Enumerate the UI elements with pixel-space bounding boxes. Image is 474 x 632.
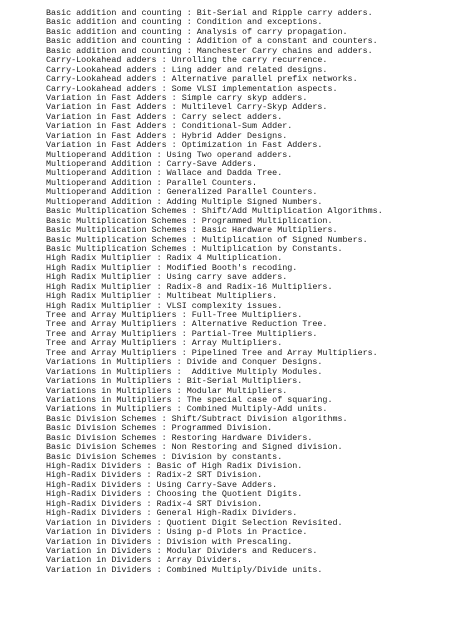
- text-line: Tree and Array Multipliers : Array Multipliers.: [46, 338, 283, 349]
- text-line: Variation in Dividers : Using p-d Plots in Practice.: [46, 527, 308, 538]
- text-line: Variation in Dividers : Quotient Digit Selection Revisited.: [46, 517, 343, 528]
- text-line: Tree and Array Multipliers : Pipelined Tree and Array Multipliers.: [46, 347, 378, 358]
- text-line: Carry-Lookahead adders : Some VLSI implementation aspects.: [46, 83, 338, 94]
- text-line: Multioperand Addition : Using Two operand adders.: [46, 149, 293, 160]
- text-line: Variation in Dividers : Modular Dividers and Reducers.: [46, 545, 318, 556]
- text-line: Basic Multiplication Schemes : Shift/Add Multiplication Algorithms.: [46, 206, 383, 217]
- text-line: Tree and Array Multipliers : Full-Tree Multipliers.: [46, 310, 303, 320]
- text-line: Variation in Fast Adders : Simple carry skyp adders.: [46, 92, 308, 103]
- text-line: Carry-Lookahead adders : Unrolling the carry recurrence.: [46, 55, 328, 66]
- text-line: Multioperand Addition : Adding Multiple Signed Numbers.: [46, 196, 323, 207]
- text-line: Variations in Multipliers : Bit-Serial Multipliers.: [46, 376, 303, 387]
- text-line: High Radix Multiplier : VLSI complexity issues.: [46, 300, 283, 311]
- text-line: Variation in Fast Adders : Multilevel Carry-Skyp Adders.: [46, 102, 328, 113]
- text-line: Variation in Fast Adders : Optimization in Fast Adders.: [46, 140, 323, 151]
- text-line: Basic Multiplication Schemes : Multiplication by Constants.: [46, 243, 343, 254]
- document-page: [46, 9, 466, 575]
- text-line: Basic addition and counting : Addition of a constant and counters.: [46, 36, 378, 47]
- text-line: Variations in Multipliers : Divide and Conquer Designs.: [46, 357, 323, 368]
- text-line: Basic addition and counting : Bit-Serial and Ripple carry adders.: [46, 8, 373, 18]
- text-line: Variation in Fast Adders : Hybrid Adder Designs.: [46, 130, 288, 141]
- text-line: Multioperand Addition : Parallel Counters.: [46, 177, 258, 188]
- text-line: Multioperand Addition : Generalized Parallel Counters.: [46, 187, 318, 198]
- text-line: Basic Multiplication Schemes : Basic Hardware Multipliers.: [46, 225, 338, 236]
- text-line: Variations in Multipliers : Combined Multiply-Add units.: [46, 404, 328, 415]
- text-line: Variations in Multipliers : The special case of squaring.: [46, 394, 333, 405]
- text-line: High-Radix Dividers : Radix-4 SRT Division.: [46, 498, 263, 509]
- text-line: High-Radix Dividers : Using Carry-Save Adders.: [46, 479, 278, 490]
- text-line: High Radix Multiplier : Modified Booth's recoding.: [46, 262, 298, 273]
- text-line: Basic Division Schemes : Division by constants.: [46, 451, 283, 462]
- text-line: High Radix Multiplier : Radix 4 Multiplication.: [46, 253, 283, 264]
- text-line: Basic addition and counting : Manchester Carry chains and adders.: [46, 45, 373, 56]
- text-line: Basic Division Schemes : Non Restoring and Signed division.: [46, 442, 343, 453]
- text-line: Basic Division Schemes : Programmed Division.: [46, 423, 273, 434]
- text-line: Variation in Dividers : Combined Multiply/Divide units.: [46, 564, 323, 575]
- text-line: Variation in Fast Adders : Conditional-Sum Adder.: [46, 121, 293, 132]
- text-line: Variations in Multipliers : Modular Multipliers.: [46, 385, 288, 396]
- text-line: High-Radix Dividers : Choosing the Quotient Digits.: [46, 489, 303, 500]
- text-line: Basic Division Schemes : Restoring Hardware Dividers.: [46, 432, 313, 443]
- text-line: Variation in Dividers : Division with Prescaling.: [46, 536, 293, 547]
- text-line: Multioperand Addition : Wallace and Dadda Tree.: [46, 168, 283, 179]
- text-line: Tree and Array Multipliers : Alternative Reduction Tree.: [46, 319, 328, 330]
- text-line: Variation in Dividers : Array Dividers.: [46, 555, 243, 566]
- text-line: Variation in Fast Adders : Carry select adders.: [46, 111, 283, 122]
- text-line: High Radix Multiplier : Radix-8 and Radix-16 Multipliers.: [46, 281, 333, 292]
- text-line: High Radix Multiplier : Using carry save adders.: [46, 272, 288, 283]
- text-line: Carry-Lookahead adders : Ling adder and related designs.: [46, 64, 328, 75]
- text-line: High Radix Multiplier : Multibeat Multipliers.: [46, 291, 278, 302]
- text-line: Carry-Lookahead adders : Alternative parallel prefix networks.: [46, 74, 358, 85]
- text-line: Variations in Multipliers : Additive Multiply Modules.: [46, 366, 323, 377]
- text-line: Basic Division Schemes : Shift/Subtract Division algorithms.: [46, 413, 348, 424]
- text-line: High-Radix Dividers : General High-Radix Dividers.: [46, 508, 298, 519]
- text-line: High-Radix Dividers : Radix-2 SRT Division.: [46, 470, 263, 481]
- text-line: Basic addition and counting : Analysis of carry propagation.: [46, 26, 348, 37]
- text-line: Basic Multiplication Schemes : Multiplication of Signed Numbers.: [46, 234, 368, 245]
- text-line: Multioperand Addition : Carry-Save Adders.: [46, 159, 258, 169]
- text-line: Basic addition and counting : Condition and exceptions.: [46, 17, 323, 28]
- text-line: Basic Multiplication Schemes : Programmed Multiplication.: [46, 215, 333, 226]
- text-line: High-Radix Dividers : Basic of High Radix Division.: [46, 461, 303, 471]
- text-line: Tree and Array Multipliers : Partial-Tree Multipliers.: [46, 328, 318, 339]
